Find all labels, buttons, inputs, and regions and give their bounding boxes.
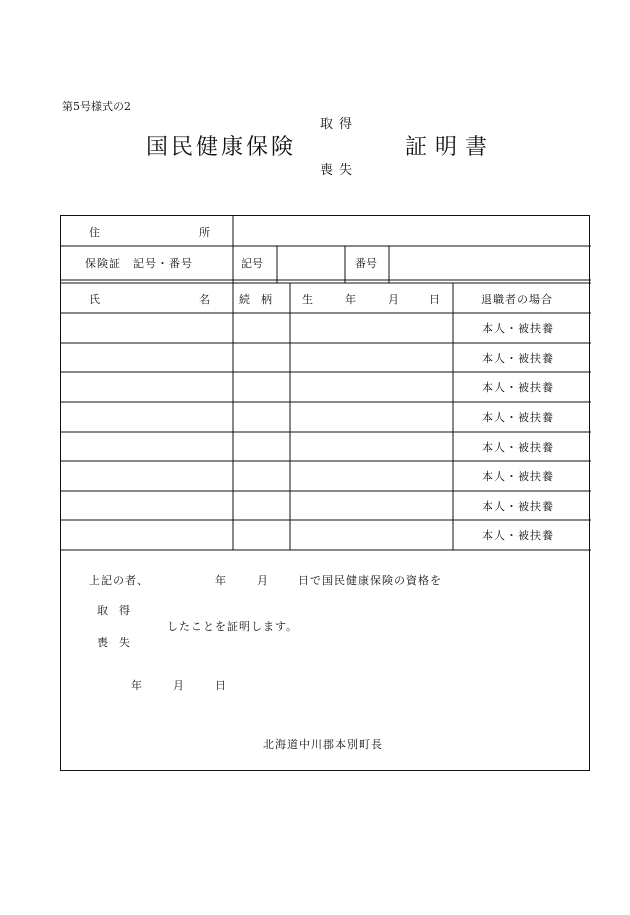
number-field[interactable] [391, 247, 589, 279]
address-label-start: 住 [89, 226, 100, 239]
col-birth: 生 [302, 293, 313, 306]
statement-certify: したことを証明します。 [167, 620, 299, 633]
date-day: 日 [215, 679, 226, 692]
statement-year: 年 [215, 574, 226, 587]
row-4-retiree: 本人・被扶養 [482, 411, 554, 424]
statement-month: 月 [257, 574, 268, 587]
col-retiree: 退職者の場合 [481, 293, 553, 306]
symbol-field[interactable] [279, 247, 343, 279]
row-1-retiree: 本人・被扶養 [482, 322, 554, 335]
row-8-retiree: 本人・被扶養 [482, 529, 554, 542]
col-birth-day: 日 [429, 293, 440, 306]
address-label-end: 所 [199, 226, 210, 239]
date-month: 月 [173, 679, 184, 692]
title-acquire: 取得 [320, 117, 359, 132]
date-year: 年 [131, 679, 142, 692]
row-5-retiree: 本人・被扶養 [482, 441, 554, 454]
title-certificate: 証明書 [405, 135, 496, 160]
statement-suffix: 日で国民健康保険の資格を [298, 574, 442, 587]
document-title: 国民健康保険 [146, 135, 297, 160]
statement-prefix: 上記の者、 [89, 574, 149, 587]
issuer-name: 北海道中川郡本別町長 [263, 738, 383, 751]
title-lose: 喪失 [320, 163, 359, 178]
number-label: 番号 [355, 257, 377, 270]
row-3-retiree: 本人・被扶養 [482, 381, 554, 394]
row-2-retiree: 本人・被扶養 [482, 352, 554, 365]
address-field[interactable] [237, 216, 589, 246]
statement-acquire: 取 得 [97, 604, 130, 617]
statement-lose: 喪 失 [97, 636, 130, 649]
symbol-label: 記号 [241, 257, 263, 270]
row-6-retiree: 本人・被扶養 [482, 470, 554, 483]
col-birth-year: 年 [345, 293, 356, 306]
col-name-end: 名 [199, 293, 210, 306]
row-7-retiree: 本人・被扶養 [482, 500, 554, 513]
form-number: 第5号様式の2 [62, 100, 131, 113]
col-birth-month: 月 [388, 293, 399, 306]
col-relation: 続 柄 [239, 293, 272, 306]
certificate-form [60, 215, 590, 771]
col-name-start: 氏 [89, 293, 100, 306]
insurance-card-label: 保険証 記号・番号 [85, 257, 193, 270]
